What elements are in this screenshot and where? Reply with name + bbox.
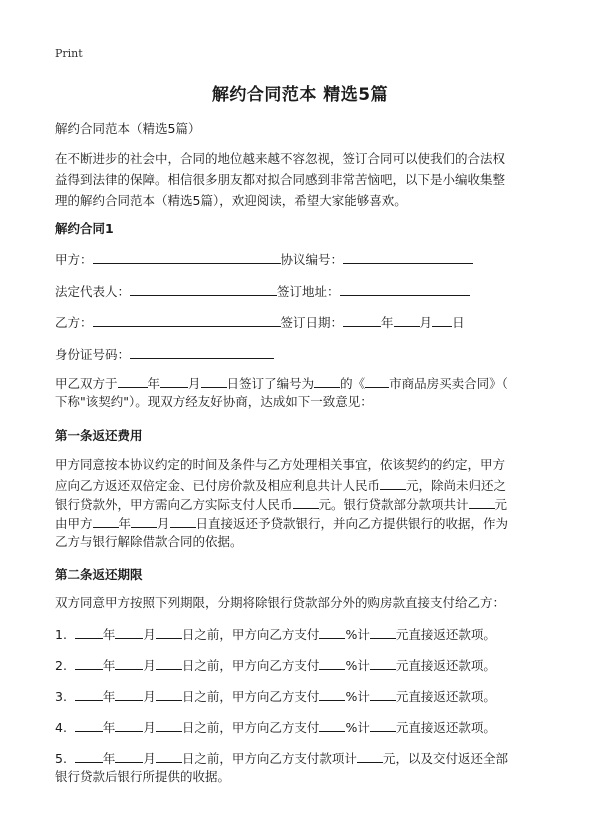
item-number: 2. [55,658,67,673]
text: %计 [345,658,370,673]
text: %计 [345,720,370,735]
item-number: 1. [55,627,67,642]
text: %计 [345,689,370,704]
text: 元直接返还款项。 [395,720,496,735]
text: 日直接返还予贷款银行，并向乙方提供银行的收据，作为 [195,516,509,531]
year-label: 年 [147,376,161,391]
document-title: 解约合同范本 精选5篇 [211,85,389,105]
agreement-no-blank [343,250,473,264]
party-a-blank [93,250,281,264]
article1-line: 乙方与银行解除借款合同的依据。 [55,534,243,549]
blank [75,625,103,639]
article2-heading: 第二条返还期限 [55,567,143,582]
party-b-row [55,313,465,332]
year-label: 年 [102,627,116,642]
contract-heading: 解约合同1 [55,221,114,236]
blank [370,687,396,701]
payment-item [55,625,496,644]
sign-place-label: 签订地址： [277,284,340,299]
blank [75,656,103,670]
blank [319,625,345,639]
text: 日之前，甲方向乙方支付 [181,720,320,735]
blank [357,749,383,763]
blank [115,625,143,639]
blank [156,625,182,639]
text: 签订了编号为 [239,376,315,391]
intro-line: 在不断进步的社会中，合同的地位越来越不容忽视，签订合同可以使我们的合法权 [55,151,506,166]
year-label: 年 [118,516,132,531]
sign-date-label: 签订日期： [280,315,344,330]
blank [160,374,188,388]
intro-paragraph [55,148,550,211]
blank [75,749,103,763]
month-label: 月 [143,627,156,642]
year-label: 年 [102,689,116,704]
item-number: 5. [55,751,67,766]
blank [75,687,103,701]
article1-line [55,476,506,495]
sign-place-blank [340,282,470,296]
blank [201,374,227,388]
blank [131,514,157,528]
id-row [55,345,274,364]
blank [314,374,340,388]
year-label: 年 [102,751,116,766]
blank [365,374,389,388]
text: 日之前，甲方向乙方支付 [181,627,320,642]
text: 元，除尚未归还之 [406,478,507,493]
print-label[interactable]: Print [55,47,83,60]
blank [156,749,182,763]
month-label: 月 [143,751,156,766]
month-label: 月 [157,516,170,531]
month-label: 月 [419,315,433,330]
blank [432,313,452,327]
text: 市商品房买卖合同》（ [389,376,508,391]
text: 日之前，甲方向乙方支付 [181,689,320,704]
blank [380,476,406,490]
text: 日之前，甲方向乙方支付款项计 [181,751,357,766]
legal-rep-label: 法定代表人： [55,284,131,299]
text: 银行贷款外，甲方需向乙方实际支付人民币 [55,497,293,512]
article1-line: 甲方同意按本协议约定的时间及条件与乙方处理相关事宜，依该契约的约定，甲方 [55,457,506,472]
blank [115,749,143,763]
blank [115,656,143,670]
month-label: 月 [143,689,156,704]
blank [370,625,396,639]
year-label: 年 [381,315,394,330]
payment-item [55,687,496,706]
blank [118,374,148,388]
month-label: 月 [143,720,156,735]
day-label: 日 [226,376,240,391]
text: %计 [345,627,370,642]
item-number: 3. [55,689,67,704]
day-label: 日 [452,315,465,330]
agreement-sentence-line2: 下称"该契约"）。现双方经友好协商，达成如下一致意见： [55,394,373,409]
blank [319,687,345,701]
text: 甲乙双方于 [55,376,118,391]
blank [170,514,196,528]
agreement-no-label: 协议编号： [280,252,344,267]
article1-line [55,495,507,514]
blank [469,495,495,509]
text: 元。银行贷款部分款项共计 [318,497,469,512]
article1-heading: 第一条返还费用 [55,428,143,443]
blank [115,718,143,732]
party-a-row [55,250,473,269]
payment-item-line2: 银行贷款后银行所提供的收据。 [55,769,231,784]
article1-line [55,514,508,533]
blank [93,514,119,528]
intro-line: 理的解约合同范本（精选5篇），欢迎阅读，希望大家能够喜欢。 [55,193,407,208]
party-a-label: 甲方： [55,252,93,267]
blank [115,687,143,701]
blank [319,718,345,732]
blank [370,656,396,670]
blank [370,718,396,732]
text: 应向乙方返还双倍定金、已付房价款及相应利息共计人民币 [55,478,381,493]
document-subtitle: 解约合同范本（精选5篇） [55,121,201,136]
text: 元直接返还款项。 [395,658,496,673]
text: 日之前，甲方向乙方支付 [181,658,320,673]
intro-line: 益得到法律的保障。相信很多朋友都对拟合同感到非常苦恼吧，以下是小编收集整 [55,172,506,187]
item-number: 4. [55,720,67,735]
text: 元 [494,497,508,512]
text: 由甲方 [55,516,93,531]
year-label: 年 [102,720,116,735]
legal-rep-blank [130,282,277,296]
agreement-sentence [55,374,508,393]
month-label: 月 [143,658,156,673]
blank [156,687,182,701]
blank [156,718,182,732]
party-b-blank [93,313,281,327]
month-label: 月 [188,376,201,391]
payment-item [55,718,496,737]
blank [75,718,103,732]
blank [394,313,420,327]
party-b-label: 乙方： [55,315,93,330]
blank [319,656,345,670]
blank [156,656,182,670]
text: 元，以及交付返还全部 [382,751,508,766]
text: 的《 [340,376,366,391]
payment-item [55,749,508,768]
payment-item [55,656,496,675]
legal-rep-row [55,282,470,301]
id-label: 身份证号码： [55,347,131,362]
article2-intro: 双方同意甲方按照下列期限，分期将除银行贷款部分外的购房款直接支付给乙方： [55,595,506,610]
id-blank [130,345,274,359]
blank [343,313,381,327]
text: 元直接返还款项。 [395,689,496,704]
year-label: 年 [102,658,116,673]
text: 元直接返还款项。 [395,627,496,642]
blank [293,495,319,509]
